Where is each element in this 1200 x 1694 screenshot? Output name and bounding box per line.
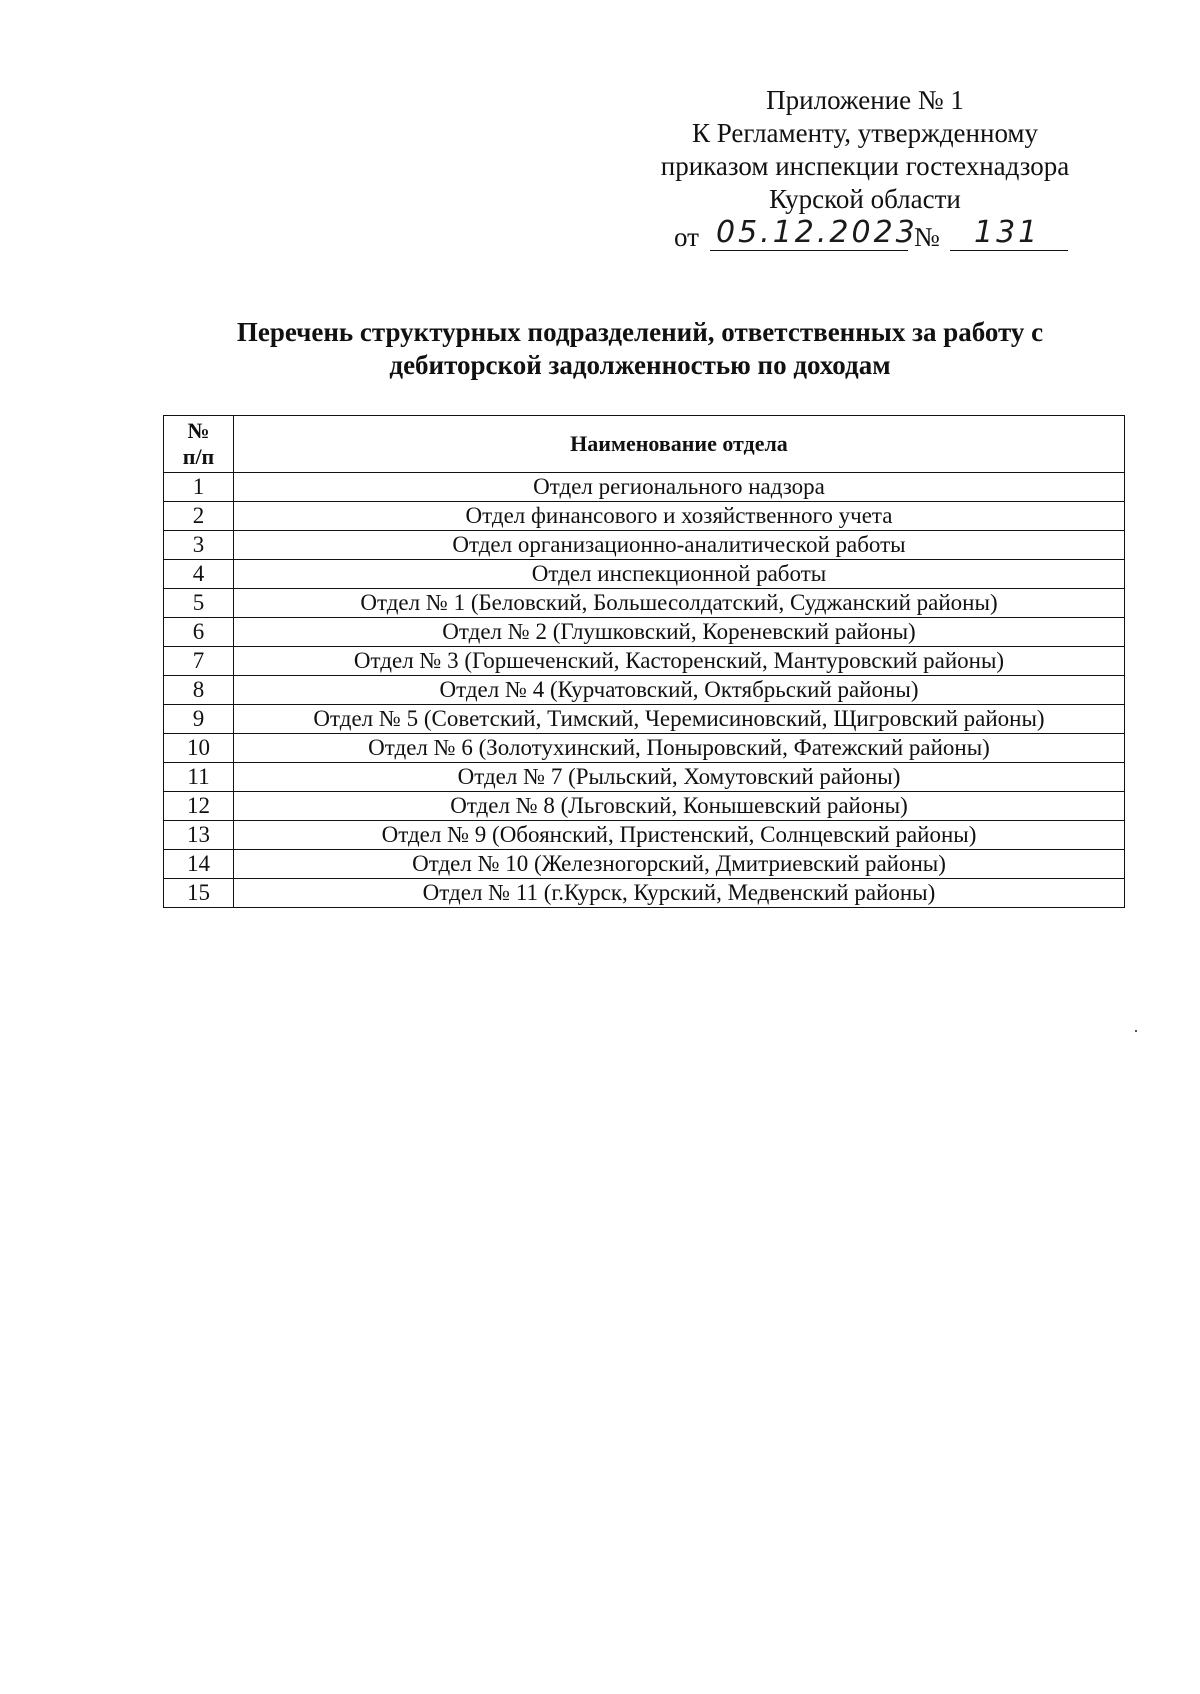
row-number: 2 xyxy=(164,502,234,531)
table-row xyxy=(164,734,1125,763)
departments-table xyxy=(163,415,1125,908)
date-fill-line xyxy=(710,214,918,251)
row-number: 10 xyxy=(164,734,234,763)
table-row xyxy=(164,705,1125,734)
table-row xyxy=(164,763,1125,792)
header-number-symbol: № xyxy=(187,418,210,443)
department-name: Отдел № 9 (Обоянский, Пристенский, Солнцевский районы) xyxy=(234,821,1125,850)
title-line-1: Перечень структурных подразделений, ответственных за работу с xyxy=(236,317,1044,347)
table-row xyxy=(164,821,1125,850)
document-title xyxy=(190,316,1090,382)
department-name: Отдел регионального надзора xyxy=(234,473,1125,502)
appendix-title: Приложение № 1 xyxy=(766,85,964,115)
department-name: Отдел № 4 (Курчатовский, Октябрьский районы) xyxy=(234,676,1125,705)
number-prefix: № xyxy=(914,222,940,252)
row-number: 15 xyxy=(164,879,234,908)
row-number: 1 xyxy=(164,473,234,502)
row-number: 14 xyxy=(164,850,234,879)
table-row xyxy=(164,531,1125,560)
title-line-2: дебиторской задолженностью по доходам xyxy=(389,350,891,380)
table-row xyxy=(164,792,1125,821)
row-number: 6 xyxy=(164,618,234,647)
order-date-number-line xyxy=(674,214,1114,254)
department-name: Отдел № 2 (Глушковский, Кореневский районы) xyxy=(234,618,1125,647)
column-header-name: Наименование отдела xyxy=(234,416,1125,473)
table-row xyxy=(164,850,1125,879)
table-row xyxy=(164,502,1125,531)
department-name: Отдел организационно-аналитической работы xyxy=(234,531,1125,560)
table-row xyxy=(164,618,1125,647)
table-header-row xyxy=(164,416,1125,473)
appendix-region-line: Курской области xyxy=(769,184,961,214)
row-number: 9 xyxy=(164,705,234,734)
table-row xyxy=(164,676,1125,705)
appendix-regulation-line: К Регламенту, утвержденному xyxy=(691,118,1039,148)
appendix-order-line: приказом инспекции гостехнадзора xyxy=(660,151,1070,181)
number-fill-line xyxy=(950,214,1068,251)
row-number: 11 xyxy=(164,763,234,792)
row-number: 7 xyxy=(164,647,234,676)
column-header-number xyxy=(164,416,234,473)
row-number: 4 xyxy=(164,560,234,589)
table-row xyxy=(164,879,1125,908)
date-prefix: от xyxy=(674,222,699,252)
header-number-abbrev: п/п xyxy=(182,444,215,469)
row-number: 12 xyxy=(164,792,234,821)
handwritten-number: 131 xyxy=(974,215,1041,250)
row-number: 13 xyxy=(164,821,234,850)
department-name: Отдел № 3 (Горшеченский, Касторенский, Мантуровский районы) xyxy=(234,647,1125,676)
department-name: Отдел № 11 (г.Курск, Курский, Медвенский районы) xyxy=(234,879,1125,908)
department-name: Отдел № 10 (Железногорский, Дмитриевский районы) xyxy=(234,850,1125,879)
table-row xyxy=(164,560,1125,589)
department-name: Отдел финансового и хозяйственного учета xyxy=(234,502,1125,531)
table-row xyxy=(164,589,1125,618)
scan-speck xyxy=(1135,1030,1137,1032)
row-number: 3 xyxy=(164,531,234,560)
department-name: Отдел № 8 (Льговский, Конышевский районы) xyxy=(234,792,1125,821)
table-row xyxy=(164,647,1125,676)
department-name: Отдел № 7 (Рыльский, Хомутовский районы) xyxy=(234,763,1125,792)
row-number: 5 xyxy=(164,589,234,618)
table-row xyxy=(164,473,1125,502)
row-number: 8 xyxy=(164,676,234,705)
department-name: Отдел № 1 (Беловский, Большесолдатский, Суджанский районы) xyxy=(234,589,1125,618)
department-name: Отдел № 5 (Советский, Тимский, Черемисиновский, Щигровский районы) xyxy=(234,705,1125,734)
appendix-block xyxy=(630,84,1100,216)
department-name: Отдел № 6 (Золотухинский, Поныровский, Фатежский районы) xyxy=(234,734,1125,763)
department-name: Отдел инспекционной работы xyxy=(234,560,1125,589)
handwritten-date: 05.12.2023 xyxy=(716,215,918,250)
